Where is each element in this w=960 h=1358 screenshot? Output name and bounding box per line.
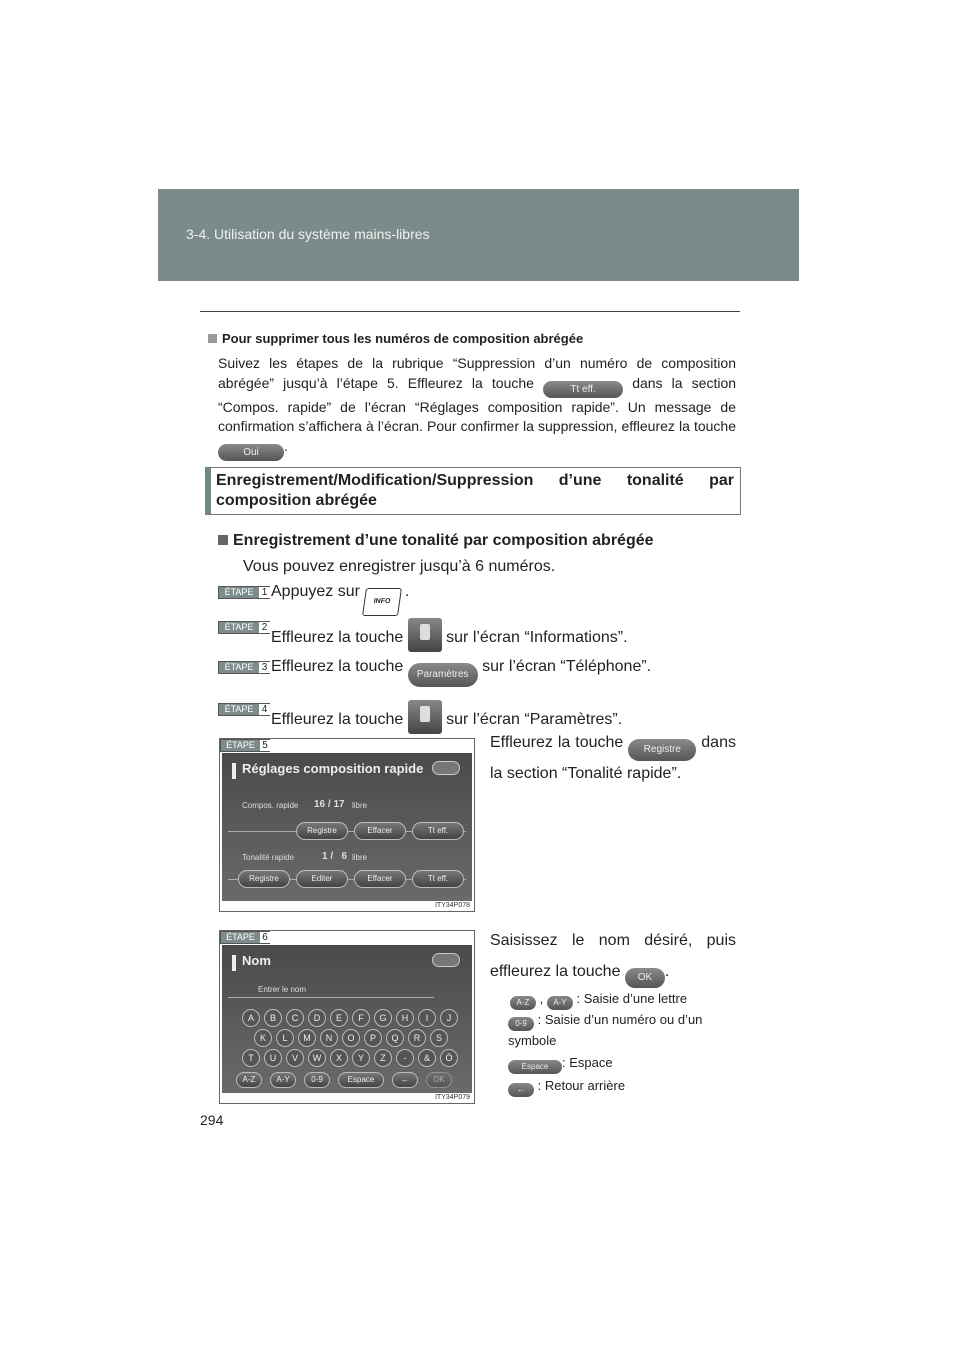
row1-unit: libre (352, 801, 368, 810)
key-U[interactable]: U (264, 1049, 282, 1067)
key-N[interactable]: N (320, 1029, 338, 1047)
step-tag (218, 621, 270, 634)
row1-label: Compos. rapide (242, 801, 299, 810)
delete-all-button[interactable]: Tt eff. (412, 870, 464, 888)
step6-text-2: . (664, 963, 670, 980)
legend-text: : Retour arrière (537, 1078, 626, 1093)
erase-button[interactable]: Effacer (354, 870, 406, 888)
row2-label: Tonalité rapide (242, 853, 295, 862)
paragraph-text: Suivez les étapes de la rubrique “Suppression d’un numéro de composition abrégée” jusqu’à l’étape 5. Effleurez la touche (218, 355, 736, 391)
speed-dial-settings-screen (222, 753, 472, 901)
step-label: ÉTAPE (219, 704, 259, 715)
key-K[interactable]: K (254, 1029, 272, 1047)
legend-text: : Espace (562, 1055, 613, 1070)
key-A[interactable]: A (242, 1009, 260, 1027)
paragraph-text: dans la section “Compos. rapide” de l’écran “Réglages composition rapide”. Un message de confirmation s’affichera à l’écran. Pour confirmer la suppression, effleurez la touche (218, 374, 737, 434)
row1-count: 16 / 17 (314, 799, 345, 810)
register-button[interactable]: Registre (238, 870, 290, 888)
key-V[interactable]: V (286, 1049, 304, 1067)
key-&[interactable]: & (418, 1049, 436, 1067)
divider (200, 311, 740, 312)
step5-text-2: dans la section “Tonalité rapide”. (490, 734, 736, 782)
step-text (271, 618, 628, 652)
step-label: ÉTAPE (219, 622, 259, 633)
legend-text: : Saisie d’une lettre (576, 991, 688, 1006)
key-az-button[interactable]: A-Z (236, 1072, 262, 1088)
step-number: 5 (260, 740, 270, 751)
delete-all-button[interactable]: Tt eff. (412, 822, 464, 840)
step-5-screenshot (219, 738, 475, 912)
step-text-after: sur l’écran “Informations”. (446, 629, 628, 646)
key-O[interactable]: O (342, 1029, 360, 1047)
erase-button[interactable]: Effacer (354, 822, 406, 840)
step-label: ÉTAPE (219, 587, 259, 598)
input-underline (228, 997, 434, 998)
key-R[interactable]: R (408, 1029, 426, 1047)
delete-all-button[interactable]: Tt eff. (543, 381, 623, 398)
screen-title: Réglages composition rapide (242, 761, 424, 776)
breadcrumb: 3-4. Utilisation du système mains-libres (186, 226, 430, 242)
key-W[interactable]: W (308, 1049, 326, 1067)
row2-count: 1 / 6 (322, 851, 348, 862)
step-label: ÉTAPE (219, 662, 259, 673)
register-title-text: Enregistrement d’une tonalité par composition abrégée (233, 532, 654, 549)
space-key-icon: Espace (508, 1060, 562, 1074)
key-espace-button[interactable]: Espace (338, 1072, 384, 1088)
step-text-after: sur l’écran “Téléphone”. (482, 658, 652, 675)
bullet-square-icon (208, 334, 217, 343)
back-button[interactable] (432, 761, 460, 775)
edit-button[interactable]: Editer (296, 870, 348, 888)
backspace-key-icon: ← (508, 1083, 534, 1097)
legend-text: : Saisie d’un numéro ou d’un symbole (508, 1012, 703, 1048)
key-I[interactable]: I (418, 1009, 436, 1027)
key-L[interactable]: L (276, 1029, 294, 1047)
figure-code: ITY34P078 (434, 902, 470, 909)
yes-button[interactable]: Oui (218, 444, 284, 461)
key-G[interactable]: G (374, 1009, 392, 1027)
paragraph-text: . (284, 437, 288, 454)
key-H[interactable]: H (396, 1009, 414, 1027)
key-Z[interactable]: Z (374, 1049, 392, 1067)
legend-space (508, 1052, 613, 1074)
step-5-text (490, 730, 736, 787)
key-S[interactable]: S (430, 1029, 448, 1047)
step-text (271, 658, 651, 687)
step-text (271, 583, 409, 616)
step-tag (218, 661, 270, 674)
step-text (271, 700, 622, 734)
key-X[interactable]: X (330, 1049, 348, 1067)
info-button[interactable]: INFO (362, 588, 402, 616)
settings-button[interactable]: Paramètres (408, 663, 478, 687)
step-text-after: sur l’écran “Paramètres”. (446, 711, 623, 728)
key-Ö[interactable]: Ö (440, 1049, 458, 1067)
step-text-before: Effleurez la touche (271, 629, 404, 646)
delete-all-paragraph (218, 354, 736, 461)
key-ok-button[interactable]: OK (426, 1072, 452, 1088)
step-text-before: Effleurez la touche (271, 658, 404, 675)
step-text-before: Appuyez sur (271, 583, 360, 600)
ay-key-icon: A-Y (547, 996, 573, 1010)
name-input-placeholder: Entrer le nom (258, 985, 307, 994)
bullet-square-icon (218, 535, 228, 545)
key-Q[interactable]: Q (386, 1029, 404, 1047)
key-D[interactable]: D (308, 1009, 326, 1027)
step-label: ÉTAPE (221, 932, 260, 943)
section-title: Enregistrement/Modification/Suppression d’une tonalité par composition abrégée (216, 472, 734, 509)
legend-numbers (508, 1010, 740, 1051)
step5-text-1: Effleurez la touche (490, 734, 624, 751)
legend-letters (510, 988, 687, 1010)
title-marker (232, 763, 236, 779)
legend-sep: , (539, 991, 544, 1006)
register-title (218, 531, 654, 551)
key-C[interactable]: C (286, 1009, 304, 1027)
step-6-screenshot (219, 930, 475, 1104)
step-label: ÉTAPE (221, 740, 260, 751)
key--button[interactable]: ← (392, 1072, 418, 1088)
figure-code: ITY34P079 (434, 1094, 470, 1101)
register-intro: Vous pouvez enregistrer jusqu’à 6 numéros. (243, 558, 556, 575)
step-number: 4 (259, 704, 270, 715)
back-button[interactable] (432, 953, 460, 967)
ok-button[interactable]: OK (625, 968, 665, 988)
title-marker (232, 955, 236, 971)
step-6-text (490, 925, 736, 988)
register-button[interactable]: Registre (628, 739, 696, 761)
key-J[interactable]: J (440, 1009, 458, 1027)
az-key-icon: A-Z (510, 996, 536, 1010)
chapter-header (158, 189, 799, 281)
key-F[interactable]: F (352, 1009, 370, 1027)
page-number: 294 (200, 1112, 224, 1128)
key-E[interactable]: E (330, 1009, 348, 1027)
key-T[interactable]: T (242, 1049, 260, 1067)
key--[interactable]: - (396, 1049, 414, 1067)
key-09-button[interactable]: 0-9 (304, 1072, 330, 1088)
telephone-icon[interactable] (408, 618, 442, 652)
step-number: 3 (259, 662, 270, 673)
key-P[interactable]: P (364, 1029, 382, 1047)
step-tag (218, 703, 270, 716)
key-M[interactable]: M (298, 1029, 316, 1047)
step-tag (220, 739, 270, 752)
register-button[interactable]: Registre (296, 822, 348, 840)
step-number: 2 (259, 622, 270, 633)
key-B[interactable]: B (264, 1009, 282, 1027)
subsection-title (208, 329, 583, 349)
key-Y[interactable]: Y (352, 1049, 370, 1067)
name-entry-screen (222, 945, 472, 1093)
step-number: 1 (259, 587, 270, 598)
row2-unit: libre (352, 853, 368, 862)
step-text-after: . (404, 583, 410, 600)
step-tag (218, 586, 270, 599)
screen-title: Nom (242, 953, 271, 968)
step-text-before: Effleurez la touche (271, 711, 404, 728)
key-ay-button[interactable]: A-Y (270, 1072, 296, 1088)
speed-dial-icon[interactable] (408, 700, 442, 734)
num-key-icon: 0-9 (508, 1017, 534, 1031)
section-header-box (205, 467, 741, 515)
subsection-title-text: Pour supprimer tous les numéros de composition abrégée (222, 331, 584, 346)
step6-text-1: Saisissez le nom désiré, puis effleurez la touche (490, 932, 736, 980)
step-tag (220, 931, 270, 944)
step-number: 6 (260, 932, 270, 943)
legend-backspace (508, 1075, 625, 1097)
